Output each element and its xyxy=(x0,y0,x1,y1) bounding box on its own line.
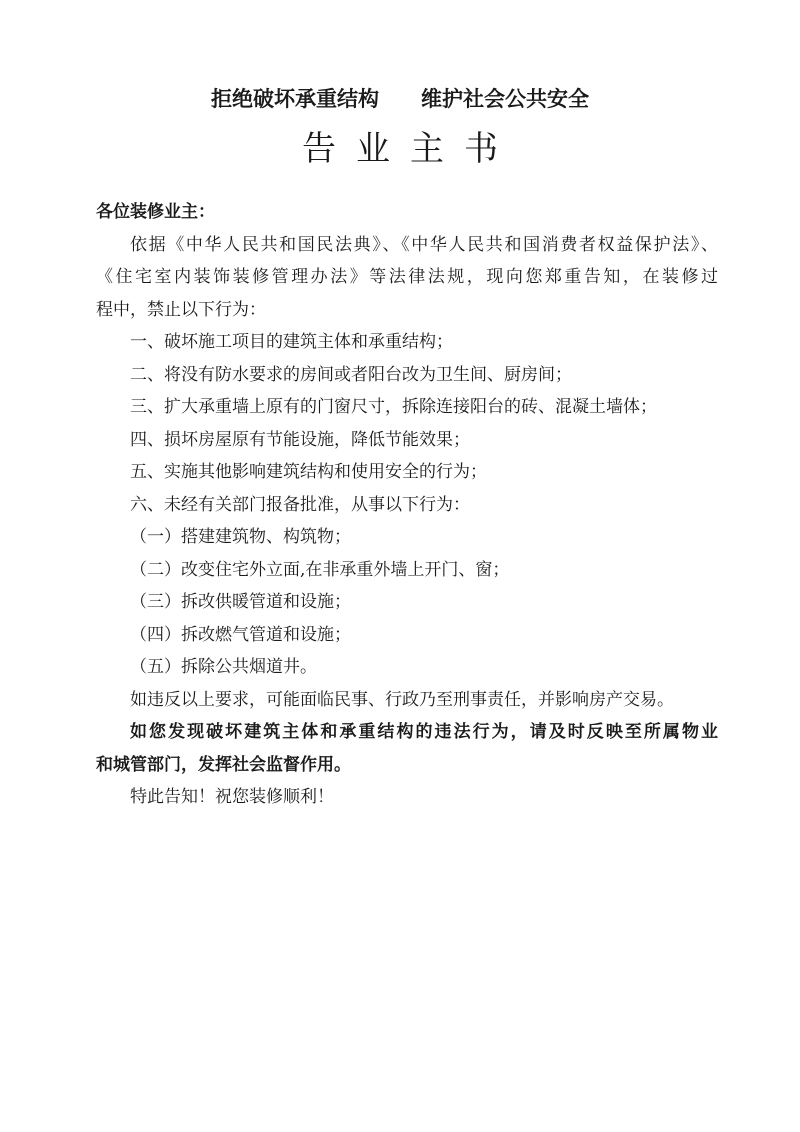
report-notice-line: 如您发现破坏建筑主体和承重结构的违法行为，请及时反映至所属物业 xyxy=(130,722,718,742)
prohibited-subitem: （一）搭建建筑物、构筑物； xyxy=(130,527,351,547)
document-title: 告业主书 xyxy=(302,129,518,169)
prohibited-item: 一、破坏施工项目的建筑主体和承重结构； xyxy=(130,332,453,352)
prohibited-subitem: （五）拆除公共烟道井。 xyxy=(130,657,317,677)
intro-line: 依据《中华人民共和国民法典》、《中华人民共和国消费者权益保护法》、 xyxy=(130,234,718,255)
prohibited-item: 四、损坏房屋原有节能设施，降低节能效果； xyxy=(130,429,470,450)
report-notice-line: 和城管部门，发挥社会监督作用。 xyxy=(96,754,351,775)
prohibited-subitem: （三）拆改供暖管道和设施； xyxy=(130,592,351,612)
document-body xyxy=(96,196,718,814)
document-subtitle: 拒绝破坏承重结构 维护社会公共安全 xyxy=(211,87,589,111)
prohibited-subitem: （二）改变住宅外立面,在非承重外墙上开门、窗； xyxy=(130,559,510,580)
prohibited-subitem: （四）拆改燃气管道和设施； xyxy=(130,624,351,645)
warning-text: 如违反以上要求，可能面临民事、行政乃至刑事责任，并影响房产交易。 xyxy=(130,689,674,710)
prohibited-item: 五、实施其他影响建筑结构和使用安全的行为； xyxy=(130,462,487,482)
closing-text: 特此告知！祝您装修顺利！ xyxy=(130,787,334,807)
intro-line: 《住宅室内装饰装修管理办法》等法律法规，现向您郑重告知，在装修过 xyxy=(96,267,718,287)
prohibited-item: 六、未经有关部门报备批准，从事以下行为： xyxy=(130,494,470,515)
prohibited-item: 二、将没有防水要求的房间或者阳台改为卫生间、厨房间； xyxy=(130,364,572,385)
salutation: 各位装修业主： xyxy=(96,202,215,222)
intro-line: 程中，禁止以下行为： xyxy=(96,299,266,320)
prohibited-item: 三、扩大承重墙上原有的门窗尺寸，拆除连接阳台的砖、混凝土墙体； xyxy=(130,397,657,417)
